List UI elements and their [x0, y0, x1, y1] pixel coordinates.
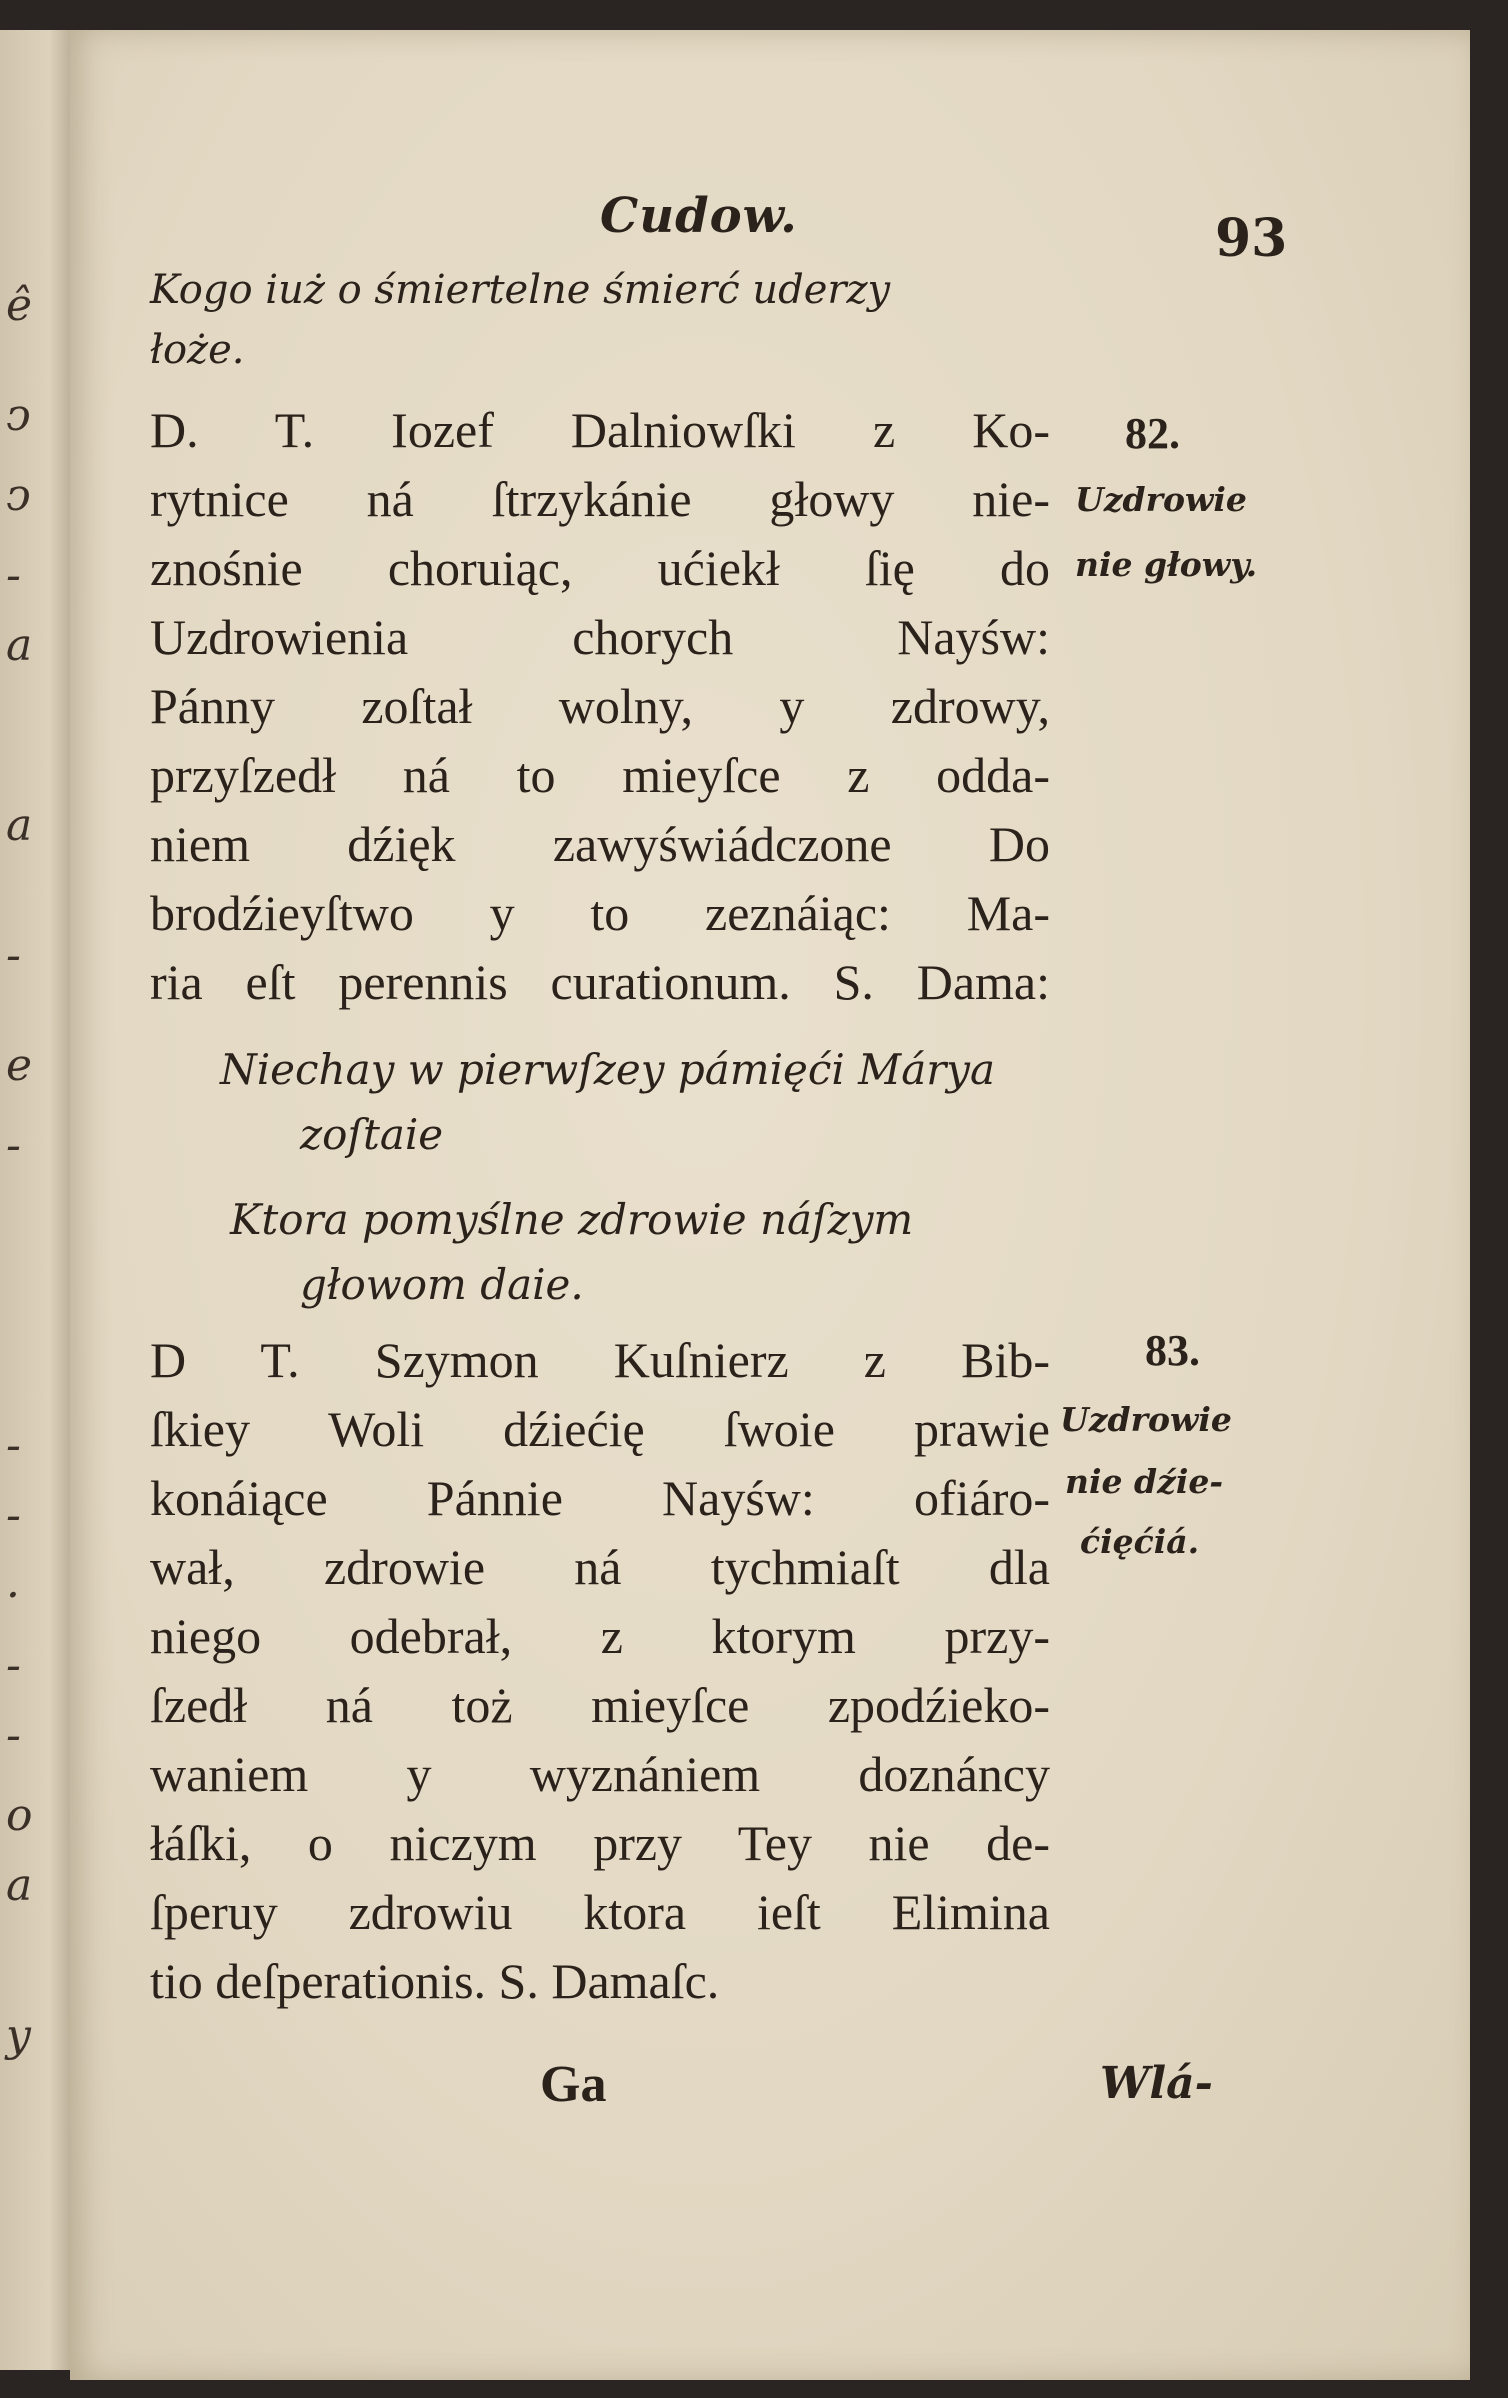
prev-page-glyph: -: [6, 1710, 21, 1761]
prev-page-glyph: ê: [6, 280, 33, 331]
text-line: ſperuy zdrowiu ktora ieſt Elimina: [150, 1884, 1050, 1940]
margin-note-line: ćięćiá.: [1080, 1522, 1200, 1561]
heading-line: łoże.: [150, 327, 245, 373]
prev-page-glyph: -: [6, 1640, 21, 1691]
margin-note-number: 83.: [1145, 1326, 1200, 1375]
verse-line: zoſtaie: [300, 1110, 444, 1159]
text-line: niego odebrał, z ktorym przy-: [150, 1608, 1050, 1664]
text-line: brodźieyſtwo y to zeznáiąc: Ma-: [150, 885, 1050, 941]
prev-page-glyph: -: [6, 1490, 21, 1541]
heading-line: Kogo iuż o śmiertelne śmierć uderzy: [150, 267, 891, 313]
margin-note-number: 82.: [1125, 409, 1180, 458]
prev-page-glyph: ↄ: [6, 390, 31, 441]
text-line: Pánny zoſtał wolny, y zdrowy,: [150, 678, 1050, 734]
text-line: D. T. Iozef Dalniowſki z Ko-: [150, 402, 1050, 458]
catchword-left: Ga: [540, 2056, 607, 2113]
prev-page-glyph: -: [6, 1120, 21, 1171]
text-line: ria eſt perennis curationum. S. Dama:: [150, 954, 1050, 1010]
verse-line: Ktora pomyślne zdrowie náſzym: [230, 1195, 914, 1244]
prev-page-glyph: e: [6, 1040, 33, 1091]
margin-note-line: Uzdrowie: [1060, 1400, 1232, 1439]
text-line: wał, zdrowie ná tychmiaſt dla: [150, 1539, 1050, 1595]
prev-page-glyph: ·: [6, 1570, 20, 1621]
margin-note-line: nie dźie-: [1065, 1462, 1224, 1501]
prev-page-glyph: ↄ: [6, 470, 31, 521]
prev-page-glyph: a: [6, 620, 33, 671]
prev-page-glyph: a: [6, 800, 33, 851]
text-line: D T. Szymon Kuſnierz z Bib-: [150, 1332, 1050, 1388]
prev-page-glyph: -: [6, 930, 21, 981]
text-line: niem dźięk zawyświádczone Do: [150, 816, 1050, 872]
text-line: konáiące Pánnie Nayśw: ofiáro-: [150, 1470, 1050, 1526]
previous-page-edge: [0, 30, 70, 2370]
text-line: rytnice ná ſtrzykánie głowy nie-: [150, 471, 1050, 527]
text-line: łáſki, o niczym przy Tey nie de-: [150, 1815, 1050, 1871]
prev-page-glyph: -: [6, 1420, 21, 1471]
prev-page-glyph: y: [6, 2010, 31, 2061]
text-line: ſzedł ná toż mieyſce zpodźieko-: [150, 1677, 1050, 1733]
text-line: Uzdrowienia chorych Nayśw:: [150, 609, 1050, 665]
page-number: 93: [1215, 208, 1288, 269]
prev-page-glyph: -: [6, 550, 21, 601]
text-line: waniem y wyznániem doznáncy: [150, 1746, 1050, 1802]
text-line: tio deſperationis. S. Damaſc.: [150, 1953, 720, 2009]
catchword-right: Wlá-: [1100, 2058, 1213, 2109]
margin-note-line: Uzdrowie: [1075, 480, 1247, 519]
margin-note-line: nie głowy.: [1075, 545, 1258, 584]
verse-line: Niechay w pierwſzey pámięći Márya: [220, 1045, 996, 1094]
text-line: przyſzedł ná to mieyſce z odda-: [150, 747, 1050, 803]
running-title: Cudow.: [600, 188, 798, 244]
prev-page-glyph: a: [6, 1860, 33, 1911]
text-line: znośnie choruiąc, ućiekł ſię do: [150, 540, 1050, 596]
text-line: ſkiey Woli dźiećię ſwoie prawie: [150, 1401, 1050, 1457]
verse-line: głowom daie.: [300, 1260, 584, 1309]
prev-page-glyph: o: [6, 1790, 33, 1841]
